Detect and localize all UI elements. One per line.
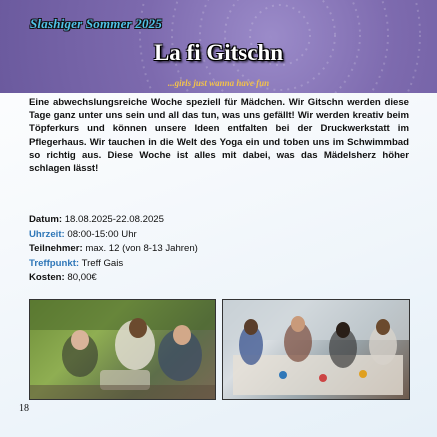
detail-label-kosten: Kosten:	[29, 272, 65, 283]
page-number: 18	[19, 403, 29, 414]
detail-row-teilnehmer	[29, 242, 409, 257]
photo-craft-table-icon	[223, 300, 409, 399]
detail-value-teilnehmer: max. 12 (von 8-13 Jahren)	[85, 243, 198, 254]
photo-girls-outdoors-icon	[30, 300, 215, 399]
series-title: Slashiger Sommer 2025	[30, 16, 163, 31]
detail-value-datum: 18.08.2025-22.08.2025	[64, 214, 164, 225]
detail-label-treffpunkt: Treffpunkt:	[29, 257, 80, 269]
detail-value-treffpunkt: Treff Gais	[81, 257, 124, 269]
detail-label-uhrzeit: Uhrzeit:	[29, 228, 65, 240]
page-title: La fi Gitschn	[153, 40, 284, 65]
header-banner	[0, 0, 437, 93]
page-subtitle: ...girls just wanna have fun	[167, 78, 270, 88]
detail-label-datum: Datum:	[29, 214, 63, 225]
detail-value-kosten: 80,00€	[67, 272, 97, 283]
detail-row-treffpunkt	[29, 257, 409, 272]
detail-label-teilnehmer: Teilnehmer:	[29, 243, 83, 254]
detail-value-uhrzeit: 08:00-15:00 Uhr	[67, 228, 137, 240]
description-text: Eine abwechslungsreiche Woche speziell für Mädchen. Wir Gitschn werden diese Tage ganz unter uns sein und all das tun, was uns gefällt! Wir werden kreativ beim Töpferkurs und können unsere Ideen entfalten bei der Druckwerkstatt im Pflegerhaus. Wir tauchen in die Welt des Yoga ein und toben uns im Schwimmbad so richtig aus. Diese Woche ist alles mit dabei, was das Mädelsherz höher schlagen lässt!	[29, 97, 409, 175]
event-details	[29, 213, 409, 286]
detail-row-uhrzeit	[29, 228, 409, 243]
photo-craft-table	[222, 299, 410, 400]
detail-row-kosten	[29, 271, 409, 286]
photo-girls-outdoors	[29, 299, 216, 400]
detail-row-datum	[29, 213, 409, 228]
